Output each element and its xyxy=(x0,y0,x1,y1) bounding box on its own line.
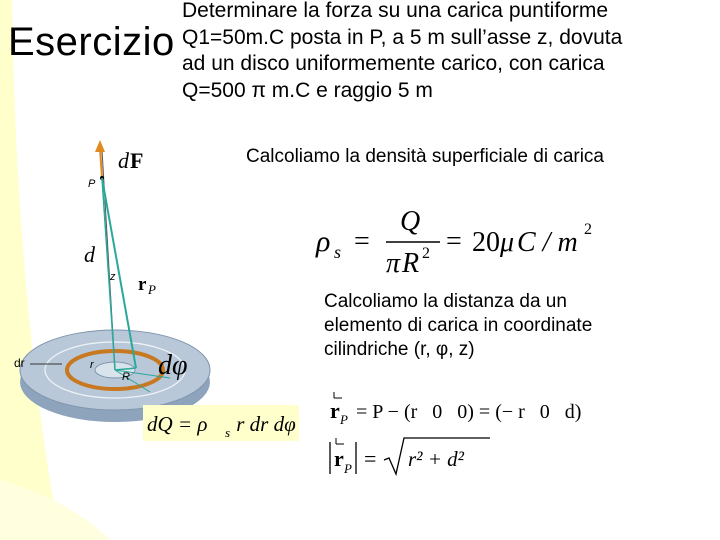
dq-formula xyxy=(143,405,299,441)
equals-2: = xyxy=(446,226,462,257)
distance-label: d xyxy=(84,242,95,267)
numerator-q: Q xyxy=(400,206,421,237)
mu-symbol: μ xyxy=(500,227,515,258)
problem-line: ad un disco uniformemente carico, con carica xyxy=(182,52,605,75)
problem-line: Q1=50m.C posta in P, a 5 m sull’asse z, dovuta xyxy=(182,25,623,49)
rp-mag-subscript: P xyxy=(344,461,352,476)
rp-magnitude-formula xyxy=(326,432,506,482)
density-value: 20 xyxy=(472,227,500,258)
rp-mag-equals: = xyxy=(364,446,377,471)
rp-subscript: P xyxy=(340,412,348,427)
big-r-label: R xyxy=(122,371,130,383)
slide-title: Esercizio xyxy=(8,20,175,64)
rp-label: r xyxy=(138,274,147,295)
dq-formula-tail: r dr dφ xyxy=(231,412,296,436)
rp-expression: = P − (r 0 0) = (− r 0 d) xyxy=(356,401,582,423)
distance-caption-line: elemento di carica in coordinate xyxy=(324,315,593,336)
dr-label: dr xyxy=(14,356,25,370)
rho-subscript: s xyxy=(334,242,342,262)
rp-label-sub: P xyxy=(148,282,156,297)
problem-line: Determinare la forza su una carica puntiforme xyxy=(182,0,609,22)
dq-formula-sub: s xyxy=(225,425,231,440)
rho-symbol: ρ xyxy=(316,225,331,258)
force-label-d: d xyxy=(118,148,129,173)
problem-line: Q=500 π m.C e raggio 5 m xyxy=(182,78,433,102)
point-label: P xyxy=(88,178,96,190)
problem-statement xyxy=(182,0,712,104)
rp-mag-symbol: r xyxy=(334,446,344,471)
force-label-f: F xyxy=(130,148,144,173)
disk-figure xyxy=(0,130,330,450)
rp-symbol: r xyxy=(330,398,340,423)
distance-caption-line: cilindriche (r, φ, z) xyxy=(324,339,475,360)
density-formula xyxy=(312,198,602,278)
dq-formula-lhs: dQ = ρ xyxy=(147,412,208,436)
dq-formula-box xyxy=(143,405,299,441)
denominator-exp: 2 xyxy=(422,245,430,262)
rp-vector-formula xyxy=(326,388,636,428)
distance-caption xyxy=(324,290,714,362)
rp-mag-radicand: r² + d² xyxy=(408,447,464,471)
density-unit: C / m xyxy=(517,227,578,258)
unit-exp: 2 xyxy=(584,221,592,238)
dphi-label: dφ xyxy=(158,350,188,381)
band-shape-lower xyxy=(0,480,110,540)
z-label: z xyxy=(110,271,116,283)
equals-1: = xyxy=(354,226,370,257)
r-label: r xyxy=(90,359,94,371)
denominator-r: R xyxy=(402,248,420,278)
force-arrow-head xyxy=(95,140,105,152)
denominator-pi: π xyxy=(386,248,401,278)
distance-caption-line: Calcoliamo la distanza da un xyxy=(324,291,567,312)
density-caption: Calcoliamo la densità superficiale di carica xyxy=(246,146,605,167)
